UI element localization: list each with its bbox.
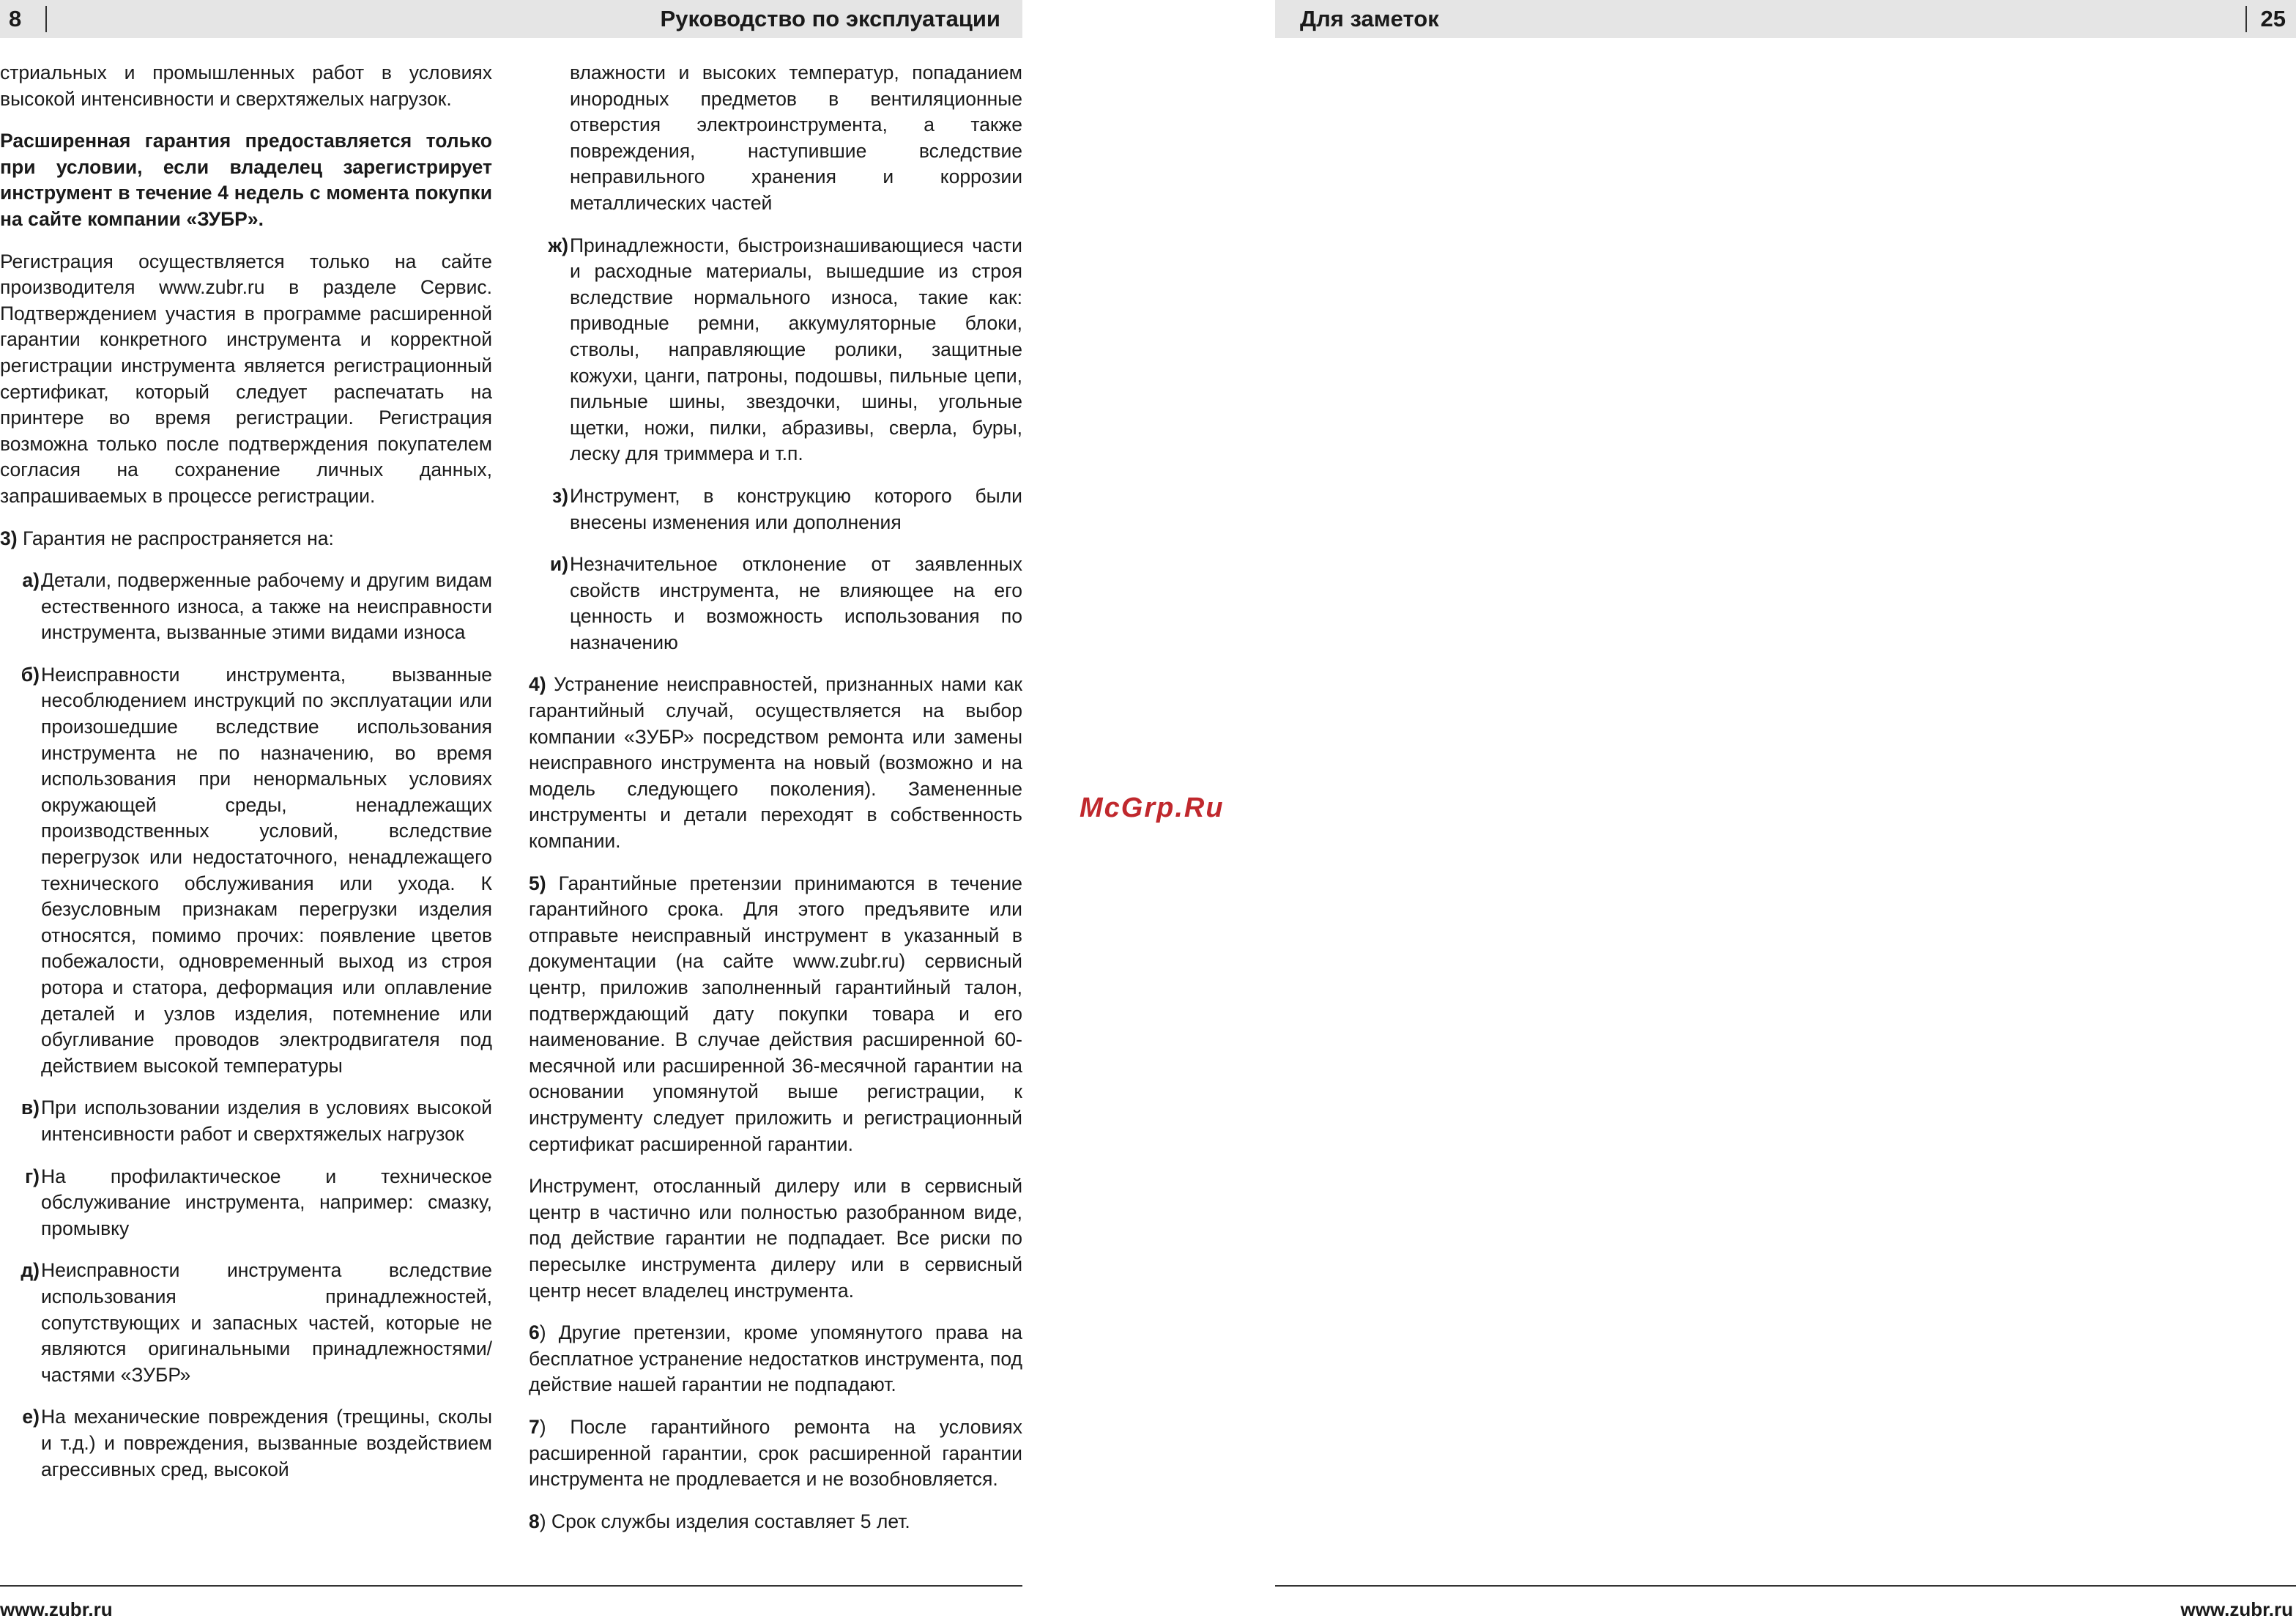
list-marker: в): [21, 1097, 40, 1119]
disassembled-tool-paragraph: Инструмент, отосланный дилеру или в сервисный центр в частично или полностью разобранном виде, под действие гарантии не подпадает. Все риски по пересылке инструмента дилеру или в сервисный центр несет владелец инструмента.: [529, 1175, 1022, 1302]
list-item-continuation: влажности и высоких температур, попаданием инородных предметов в вентиляционные отверстия электроинструмента, а также повреждения, наступившие вследствие неправильного хранения и коррозии металлических частей: [570, 62, 1022, 214]
list-item-text: При использовании изделия в условиях высокой интенсивности работ и сверхтяжелых нагрузок: [41, 1097, 492, 1145]
list-item: [0, 568, 492, 646]
list-marker: з): [552, 484, 568, 507]
list-item: [529, 233, 1022, 467]
left-text-column: [0, 60, 492, 1499]
section-8-paragraph: [529, 1509, 1022, 1535]
section-7-paragraph: [529, 1414, 1022, 1493]
section-7-text: ) После гарантийного ремонта на условиях расширенной гарантии, срок расширенной гарантии инструмента не продлевается и не возобновляется.: [529, 1415, 1022, 1491]
right-page-title: Для заметок: [1300, 6, 1439, 31]
left-page-title: Руководство по эксплуатации: [660, 6, 1000, 31]
section-5-paragraph: [529, 871, 1022, 1158]
left-footer-url: www.zubr.ru: [0, 1598, 113, 1620]
list-item: [529, 483, 1022, 535]
left-page-number: 8: [9, 6, 22, 31]
section-4-paragraph: [529, 672, 1022, 854]
section-8-number: 8: [529, 1510, 540, 1532]
list-item: [0, 1164, 492, 1242]
registration-paragraph: Регистрация осуществляется только на сайте производителя www.zubr.ru в разделе Сервис. Подтверждением участия в программе расширенной гарантии конкретного инструмента и корректной регистрации инструмента является регистрационный сертификат, который следует распечатать на принтере во время регистрации. Регистрация возможна только после подтверждения покупателем согласия на сохранение личных данных, запрашиваемых в процессе регистрации.: [0, 250, 492, 507]
section-7-number: 7: [529, 1415, 540, 1438]
section-3-number: 3): [0, 527, 18, 549]
section-4-text: Устранение неисправностей, признанных нами как гарантийный случай, осуществляется на выбор компании «ЗУБР» посредством ремонта или замены неисправного инструмента на новый (возможно и на модель следующего поколения). Замененные инструменты и детали переходят в собственность компании.: [529, 673, 1022, 853]
list-marker: е): [22, 1406, 40, 1428]
list-item: [0, 1404, 492, 1483]
intro-paragraph: стриальных и промышленных работ в условиях высокой интенсивности и сверхтяжелых нагрузок.: [0, 62, 492, 110]
list-item-text: Незначительное отклонение от заявленных свойств инструмента, не влияющее на его ценность и возможность использования по назначению: [570, 553, 1022, 653]
list-marker: г): [25, 1165, 40, 1187]
list-item-text: Неисправности инструмента, вызванные несоблюдением инструкций по эксплуатации или произошедшие вследствие использования инструмента не по назначению, во время использования при ненормальных условиях окружающей среды, ненадлежащих производственных условий, вследствие перегрузок или недостаточного, ненадлежащего технического обслуживания или ухода. К безусловным признакам перегрузки изделия относятся, помимо прочих: появление цветов побежалости, одновременный выход из строя ротора и статора, деформация или оплавление деталей и узлов изделия, потемнение или обугливание проводов электродвигателя под действием высокой температуры: [41, 663, 492, 1077]
list-marker: д): [21, 1259, 40, 1282]
section-3-text: Гарантия не распространяется на:: [22, 527, 334, 549]
list-item-text: Принадлежности, быстроизнашивающиеся части и расходные материалы, вышедшие из строя вследствие нормального износа, такие как: приводные ремни, аккумуляторные блоки, стволы, направляющие ролики, защитные кожухи, цанги, патроны, подошвы, пильные цепи, пильные шины, звездочки, шины, угольные щетки, ножи, пилки, абразивы, сверла, буры, леску для триммера и т.п.: [570, 234, 1022, 465]
list-marker: б): [21, 663, 40, 686]
list-item: [0, 1258, 492, 1388]
section-6-number: 6: [529, 1321, 540, 1344]
extended-warranty-paragraph: Расширенная гарантия предоставляется только при условии, если владелец зарегистрирует инструмент в течение 4 недель с момента покупки на сайте компании «ЗУБР».: [0, 130, 492, 230]
header-separator: [2245, 6, 2247, 32]
left-page-header: [0, 0, 1022, 38]
right-footer-url: www.zubr.ru: [2180, 1598, 2293, 1620]
section-6-paragraph: [529, 1320, 1022, 1398]
list-item: [0, 1095, 492, 1147]
section-6-text: ) Другие претензии, кроме упомянутого права на бесплатное устранение недостатков инструмента, под действие нашей гарантии не подпадают.: [529, 1321, 1022, 1396]
right-text-column: [529, 60, 1022, 1551]
section-3-heading: [0, 526, 492, 552]
list-item: [529, 552, 1022, 656]
list-item-text: Неисправности инструмента вследствие использования принадлежностей, сопутствующих и запасных частей, которые не являются оригинальными принадлежностями/частями «ЗУБР»: [41, 1259, 492, 1386]
footer-divider: [0, 1585, 1022, 1587]
list-item: [0, 662, 492, 1080]
right-page-header: [1275, 0, 2296, 38]
section-5-text: Гарантийные претензии принимаются в течение гарантийного срока. Для этого предъявите или отправьте неисправный инструмент в указанный в документации (на сайте www.zubr.ru) сервисный центр, приложив заполненный гарантийный талон, подтверждающий дату покупки товара и его наименование. В случае действия расширенной 60-месячной или расширенной 36-месячной гарантии на основании упомянутой выше регистрации, к инструменту следует приложить и регистрационный сертификат расширенной гарантии.: [529, 872, 1022, 1155]
right-page-number: 25: [2260, 6, 2286, 31]
section-4-number: 4): [529, 673, 546, 696]
footer-divider: [1275, 1585, 2296, 1587]
watermark-text: McGrp.Ru: [1080, 793, 1225, 823]
list-marker: а): [22, 569, 40, 592]
list-item-text: На механические повреждения (трещины, сколы и т.д.) и повреждения, вызванные воздействием агрессивных сред, высокой: [41, 1406, 492, 1480]
list-item-text: На профилактическое и техническое обслуживание инструмента, например: смазку, промывку: [41, 1165, 492, 1239]
section-8-text: ) Срок службы изделия составляет 5 лет.: [539, 1510, 910, 1532]
section-5-number: 5): [529, 872, 546, 894]
list-item-text: Детали, подверженные рабочему и другим видам естественного износа, а также на неисправности инструмента, вызванные этими видами износа: [41, 569, 492, 644]
list-marker: ж): [548, 234, 568, 256]
header-separator: [45, 6, 47, 32]
list-marker: и): [549, 553, 568, 576]
list-item-text: Инструмент, в конструкцию которого были внесены изменения или дополнения: [570, 484, 1022, 533]
